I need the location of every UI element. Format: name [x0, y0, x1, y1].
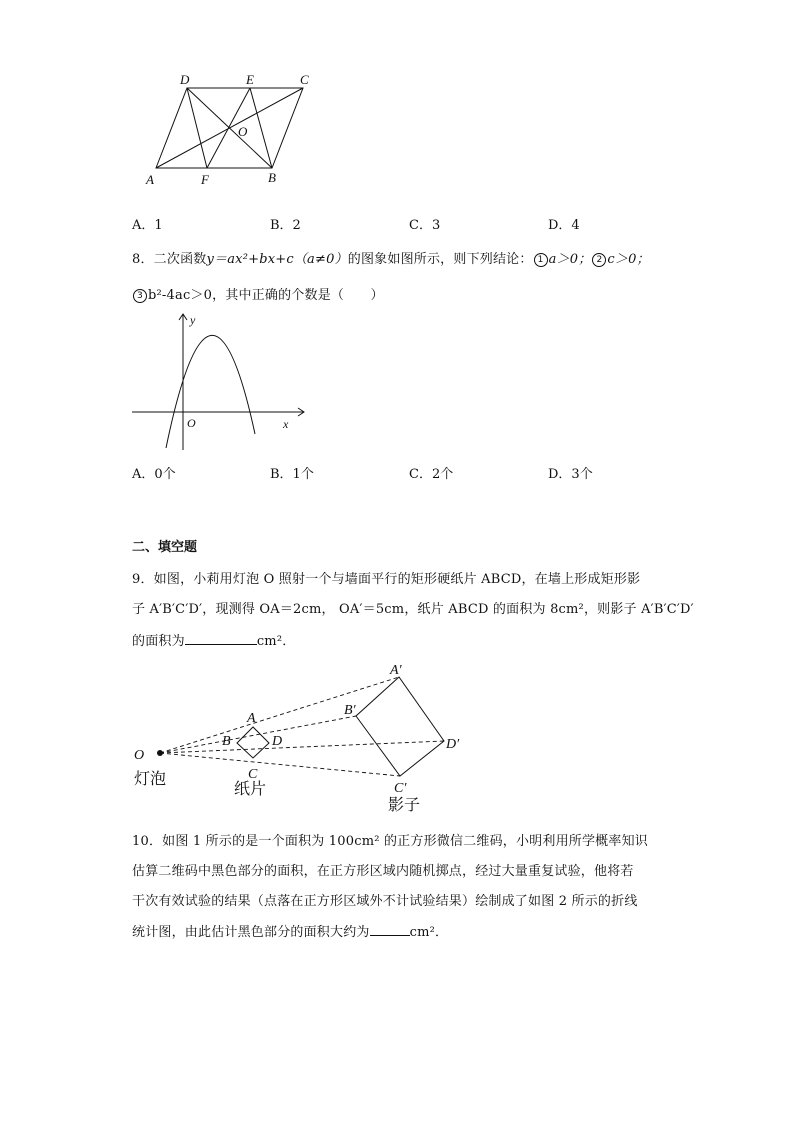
- card-abcd: [237, 727, 269, 758]
- parabola-curve: [166, 335, 255, 448]
- label-d-shadow: D′: [446, 737, 460, 752]
- label-c-card: C: [248, 767, 258, 782]
- q8-option-c[interactable]: C．2个: [409, 467, 454, 482]
- q10-line4-suffix: cm²．: [409, 925, 449, 940]
- q9-line3-suffix: cm²．: [256, 634, 296, 649]
- q10-stem-line1: 10．如图 1 所示的是一个面积为 100cm² 的正方形微信二维码，小明利用所学概率知识: [132, 834, 648, 849]
- label-o: O: [238, 124, 248, 139]
- q7-option-d[interactable]: D．4: [548, 218, 580, 233]
- x-axis-label: x: [283, 417, 289, 431]
- label-o-bulb: O: [134, 748, 145, 763]
- label-b-card: B: [222, 734, 231, 749]
- label-c-shadow: C′: [394, 781, 407, 796]
- ray-b: [160, 716, 356, 753]
- label-a: A: [146, 172, 154, 187]
- ray-d: [160, 741, 444, 753]
- label-c: C: [300, 74, 309, 87]
- q9-stem-line1: 9．如图，小莉用灯泡 O 照射一个与墙面平行的矩形硬纸片 ABCD，在墙上形成矩形影: [132, 572, 641, 587]
- label-a-shadow: A′: [390, 663, 402, 678]
- circled-2: 2: [592, 253, 606, 267]
- q10-answer-blank[interactable]: [370, 935, 410, 936]
- circled-1: 1: [534, 253, 548, 267]
- q7-option-a[interactable]: A．1: [132, 218, 163, 233]
- q8-option-b[interactable]: B．1个: [270, 467, 314, 482]
- q8-conclusion-3: b²-4ac＞0，其中正确的个数是（ ）: [148, 288, 384, 303]
- label-d-card: D: [272, 734, 283, 749]
- section-title: 二、填空题: [132, 540, 198, 555]
- q8-option-d[interactable]: D．3个: [548, 467, 593, 482]
- q9-stem-line2: 子 A′B′C′D′，现测得 OA＝2cm， OA′＝5cm，纸片 ABCD 的面积为 8cm²，则影子 A′B′C′D′: [132, 602, 694, 617]
- segment-eb: [250, 88, 272, 168]
- caption-shadow: 影子: [388, 797, 421, 814]
- q10-line4-prefix: 统计图，由此估计黑色部分的面积大约为: [132, 925, 370, 940]
- q8-mid: 的图象如图所示，则下列结论：: [347, 252, 533, 267]
- segment-df: [187, 88, 207, 168]
- q8-function: y＝ax²+bx+c（a≠0）: [206, 252, 348, 267]
- label-f: F: [201, 172, 209, 187]
- caption-card: 纸片: [234, 781, 267, 798]
- circled-3: 3: [133, 289, 147, 303]
- q10-stem-line4: [132, 921, 448, 940]
- ray-c: [160, 753, 400, 776]
- parallelogram-figure: [140, 74, 330, 192]
- label-e: E: [246, 74, 254, 87]
- q10-stem-line3: 干次有效试验的结果（点落在正方形区域外不计试验结果）绘制成了如图 2 所示的折线: [132, 894, 638, 909]
- q8-prefix: 8．二次函数: [132, 252, 207, 267]
- caption-bulb: 灯泡: [134, 771, 167, 788]
- label-d: D: [180, 74, 190, 87]
- parabola-figure: [128, 308, 318, 454]
- diagonal-db: [187, 88, 272, 168]
- q9-stem-line3: [132, 630, 295, 649]
- q9-answer-blank[interactable]: [185, 644, 257, 645]
- q8-conclusion-2: c＞0；: [607, 252, 650, 267]
- shadow-abcd: [356, 677, 444, 776]
- q7-option-b[interactable]: B．2: [270, 218, 301, 233]
- q9-line3-prefix: 的面积为: [132, 634, 185, 649]
- q7-option-c[interactable]: C．3: [409, 218, 441, 233]
- label-a-card: A: [247, 711, 256, 726]
- label-b-shadow: B′: [344, 703, 356, 718]
- projection-figure: [126, 652, 476, 822]
- q8-conclusion-1: a＞0；: [548, 252, 592, 267]
- label-b: B: [268, 170, 276, 185]
- q8-option-a[interactable]: A．0个: [132, 467, 176, 482]
- q8-stem-line2: [132, 284, 384, 303]
- q8-stem-line1: [132, 248, 650, 267]
- y-axis-label: y: [190, 313, 196, 327]
- origin-label: O: [187, 416, 196, 430]
- q10-stem-line2: 估算二维码中黑色部分的面积，在正方形区域内随机掷点，经过大量重复试验，他将若: [132, 864, 634, 879]
